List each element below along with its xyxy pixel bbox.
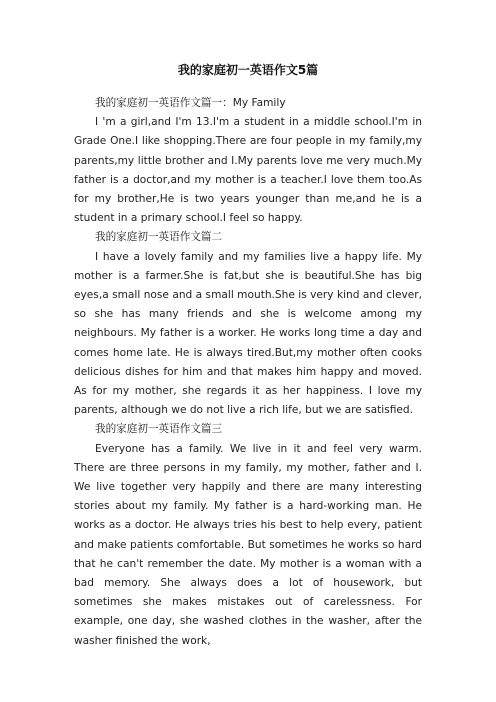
section-2-paragraph: I have a lovely family and my families live a happy life. My mother is a farmer.She is fat,but she is beautiful.She has big eyes,a small nose and a small mouth.She is very kind and clever, so she has many friends and she is welcome among my neighbours. My father is a worker. He works long time a day and comes home late. He is always tired.But,my mother often cooks delicious dishes for him and that makes him happy and moved. As for my mother, she regards it as her happiness. I love my parents, although we do not live a rich life, but we are satisfied. <box>74 250 422 417</box>
section-1-heading: 我的家庭初一英语作文篇一：My Family <box>95 97 286 109</box>
section-2-heading: 我的家庭初一英语作文篇二 <box>95 231 223 244</box>
document-title: 我的家庭初一英语作文5篇 <box>177 63 319 77</box>
document-body <box>74 94 422 651</box>
section-3-paragraph: Everyone has a family. We live in it and feel very warm. There are three persons in my family, my mother, father and I. We live together very happily and there are many interesting stories about my family. My father is a hard-working man. He works as a doctor. He always tries his best to help every, patient and make patients comfortable. But sometimes he works so hard that he can't remember the date. My mother is a woman with a bad memory. She always does a lot of housework, but sometimes she makes mistakes out of carelessness. For example, one day, she washed clothes in the washer, after the washer finished the work, <box>74 442 422 647</box>
section-3-heading: 我的家庭初一英语作文篇三 <box>95 423 223 436</box>
section-1-paragraph: I 'm a girl,and I'm 13.I'm a student in a middle school.I'm in Grade One.I like shopping.There are four people in my family,my parents,my little brother and I.My parents love me very much.My father is a doctor,and my mother is a teacher.I love them too.As for my brother,He is two years younger than me,and he is a student in a primary school.I feel so happy. <box>74 116 422 225</box>
